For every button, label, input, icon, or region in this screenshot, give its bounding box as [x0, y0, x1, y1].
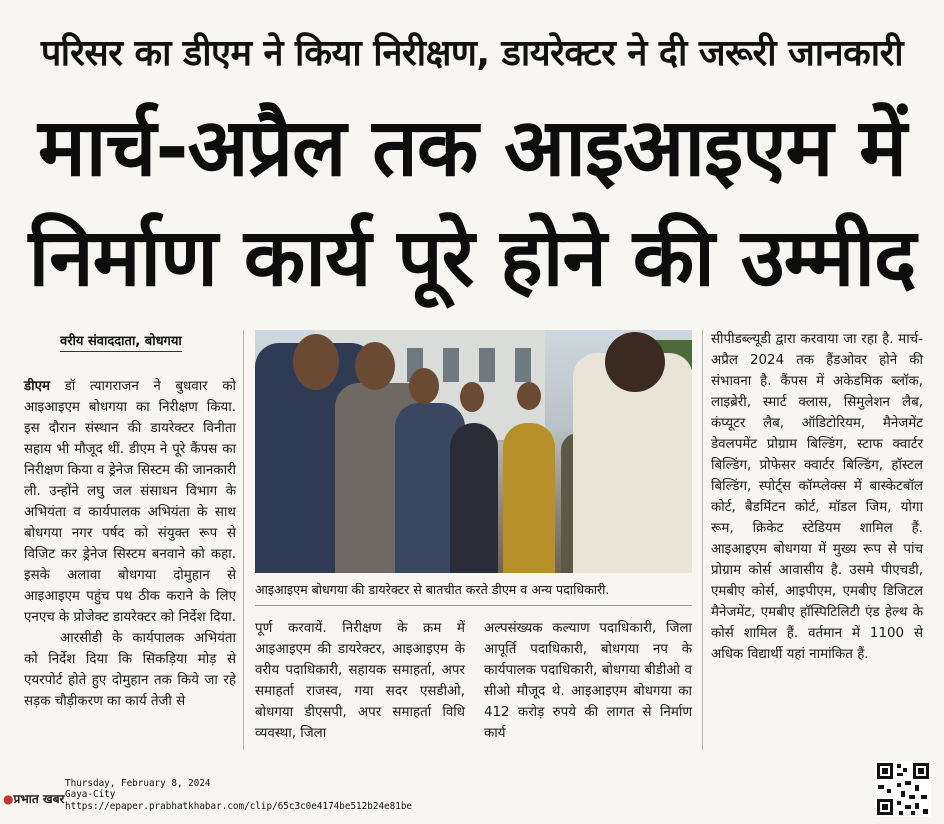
news-photo [255, 330, 692, 573]
kicker-headline: परिसर का डीएम ने किया निरीक्षण, डायरेक्टर ने दी जरूरी जानकारी [40, 33, 904, 74]
photo-caption: आइआइएम बोधगया की डायरेक्टर से बातचीत करते डीएम व अन्य पदाधिकारी. [255, 581, 692, 606]
column-divider [243, 330, 244, 750]
paragraph-2: आरसीडी के कार्यपालक अभियंता को निर्देश दिया कि सिकड़िया मोड़ से एयरपोर्ट होते हुए दोमुहान तक किये जा रहे सड़क चौड़ीकरण का कार्य तेजी से [24, 631, 236, 709]
column-divider [702, 330, 703, 750]
clip-edition: Gaya-City [65, 789, 116, 801]
clip-meta [65, 778, 412, 812]
column-3: अल्पसंख्यक कल्याण पदाधिकारी, जिला आपूर्ति पदाधिकारी, बोधगया नप के कार्यपालक पदाधिकारी, बोधगया बीडीओ व सीओ मौजूद थे. आइआइएम बोधगया का 412 करोड़ रुपये की लागत से निर्माण कार्य [484, 621, 692, 741]
column-1 [24, 376, 236, 712]
column-4: सीपीडब्ल्यूडी द्वारा करवाया जा रहा है. मार्च- अप्रैल 2024 तक हैंडओवर होने की संभावना है. कैंपस में अकेडमिक ब्लॉक, लाइब्रेरी, स्मार्ट क्लास, सिमुलेशन लैब, कंप्यूटर लैब, ऑडिटोरियम, मैनेजमेंट डेवलपमेंट प्रोग्राम बिल्डिंग, स्टाफ क्वार्टर बिल्डिंग, प्रोफेसर क्वार्टर बिल्डिंग, हॉस्टल बिल्डिंग, स्पोर्ट्स कॉम्प्लेक्स में बास्केटबॉल कोर्ट, बैडमिंटन कोर्ट, मॉडल जिम, योगा रूम, क्रिकेट स्टेडियम शामिल हैं. आइआइएम बोधगया में मुख्य रूप से पांच प्रोग्राम कोर्स आवासीय है. उसमे पीएचडी, एमबीए कोर्स, आइपीएम, एमबीए डिजिटल मैनेजमेंट, एमबीए हॉस्पिटिलिटी एंड हेल्थ के कोर्स शामिल हैं. वर्तमान में 1100 से अधिक विद्यार्थी यहां नामांकित हैं. [711, 332, 923, 662]
byline: वरीय संवाददाता, बोधगया [60, 333, 182, 352]
qr-code[interactable] [875, 761, 931, 817]
paragraph-1 [24, 376, 236, 628]
publisher-logo: ●प्रभात खबर [3, 792, 65, 806]
headline-line-2: निर्माण कार्य पूरे होने की उम्मीद [28, 211, 916, 304]
clip-date: Thursday, February 8, 2024 [65, 778, 211, 789]
column-2: पूर्ण करवायें. निरीक्षण के क्रम में आइआइएम की डायरेक्टर, आइआइएम के वरीय पदाधिकारी, सहायक समाहर्ता, अपर समाहर्ता राजस्व, गया सदर एसडीओ, बोधगया डीएसपी, अपर समाहर्ता विधि व्यवस्था, जिला [255, 621, 465, 741]
paragraph-1-text: डॉ त्यागराजन ने बुधवार को आइआइएम बोधगया का निरीक्षण किया. इस दौरान संस्थान की डायरेक्टर विनीता सहाय भी मौजूद थीं. डीएम ने पूरे कैंपस का निरीक्षण किया व ड्रेनेज सिस्टम की जानकारी ली. उन्होंने लघु जल संसाधन विभाग के अभियंता व कार्यपालक अभियंता के साथ बोधगया नगर पर्षद को संयुक्त रूप से विजिट कर ड्रेनेज सिस्टम बनवाने को कहा. इसके अलावा बोधगया दोमुहान से आइआइएम पहुंच पथ ठीक कराने के लिए एनएच के प्रोजेक्ट डायरेक्टर को निर्देश दिया. [24, 379, 236, 625]
headline-line-1: मार्च-अप्रैल तक आइआइएम में [37, 101, 907, 194]
clip-url[interactable]: https://epaper.prabhatkhabar.com/clip/65c3c0e4174be512b24e81be [65, 800, 413, 812]
lead-word: डीएम [24, 379, 51, 394]
